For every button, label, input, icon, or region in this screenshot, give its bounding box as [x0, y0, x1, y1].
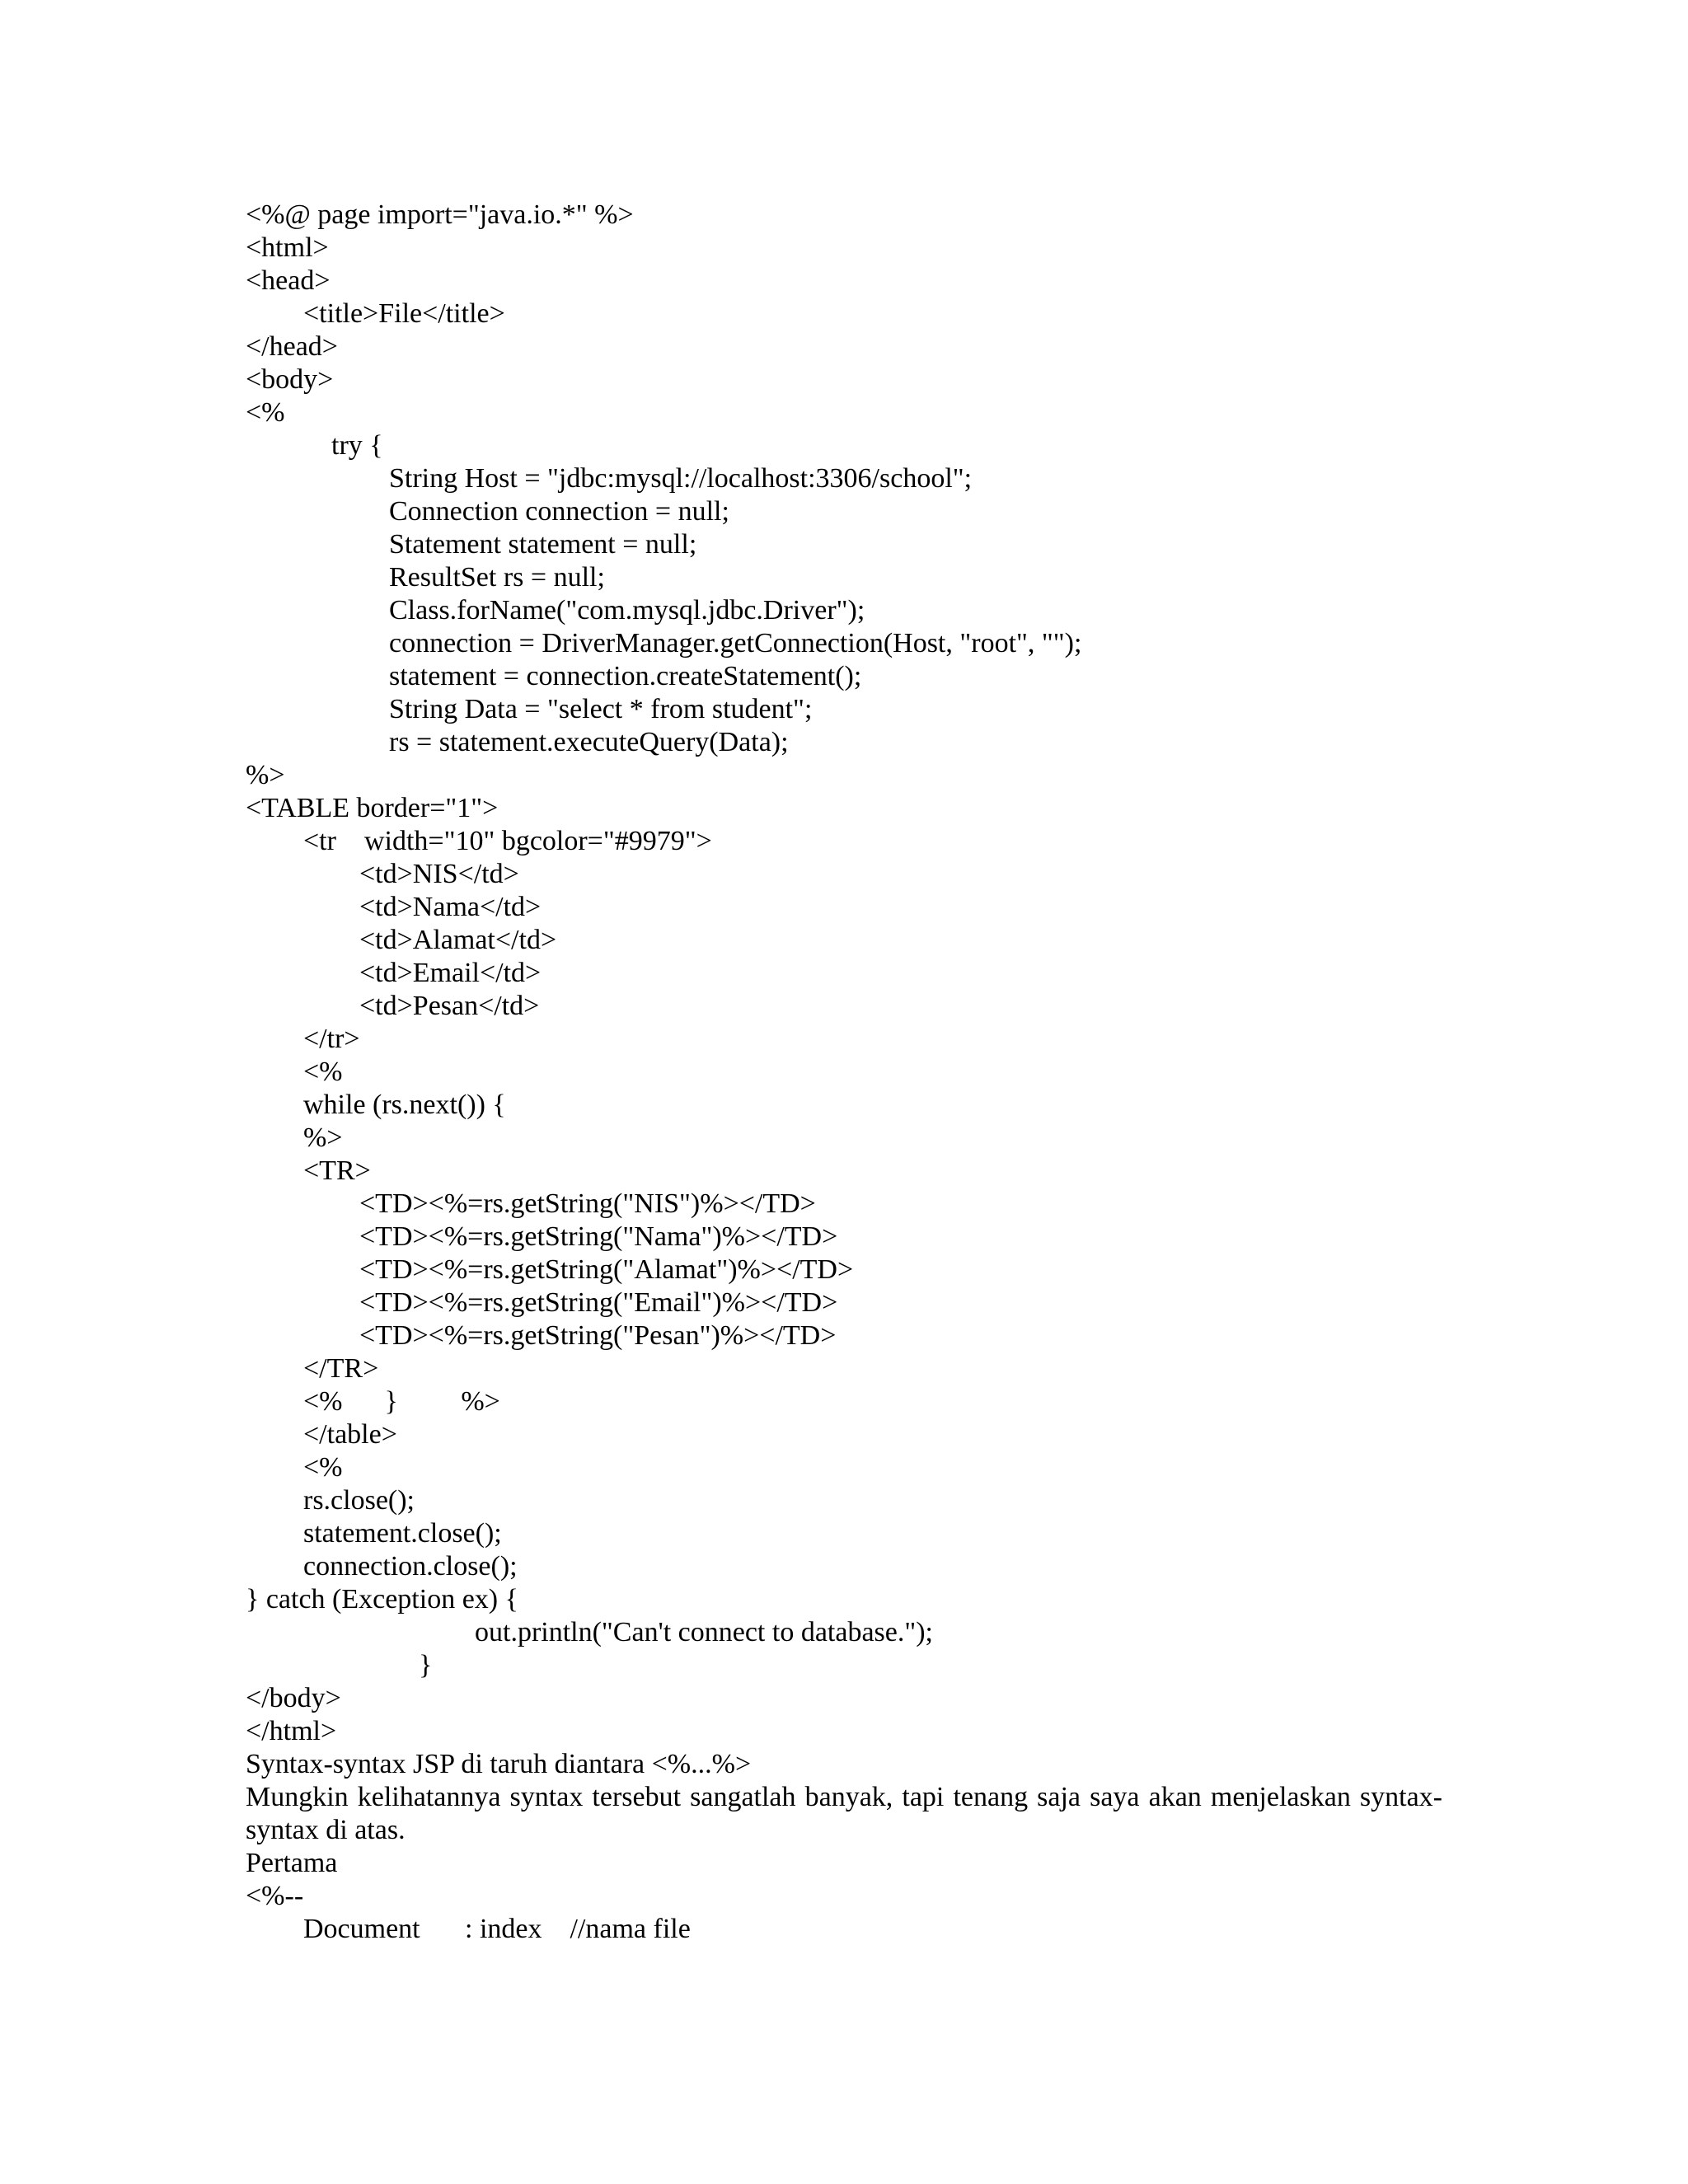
code-line: <body> [246, 364, 334, 395]
code-line: } catch (Exception ex) { [246, 1584, 518, 1615]
explanation-paragraph: Mungkin kelihatannya syntax tersebut sangatlah banyak, tapi tenang saja saya akan menjelaskan syntax-syntax di atas. [246, 1782, 1442, 1845]
document-value: : index //nama file [465, 1914, 691, 1944]
code-line: String Host = "jdbc:mysql://localhost:3306/school"; [389, 463, 973, 494]
code-line: <head> [246, 265, 331, 296]
code-line: <TD><%=rs.getString("Alamat")%></TD> [359, 1254, 854, 1285]
code-line: <% [303, 1057, 343, 1087]
code-line: connection = DriverManager.getConnection(Host, "root", ""); [389, 628, 1082, 658]
code-line: Connection connection = null; [389, 496, 729, 527]
code-line: <TR> [303, 1155, 371, 1186]
code-line: </body> [246, 1683, 341, 1713]
code-line: <td>Pesan</td> [359, 991, 540, 1021]
code-line: <TABLE border="1"> [246, 793, 499, 823]
code-line: <TD><%=rs.getString("Email")%></TD> [359, 1287, 838, 1318]
code-line: statement.close(); [303, 1518, 502, 1549]
code-line: <td>Alamat</td> [359, 925, 557, 955]
code-line: <% } %> [303, 1386, 500, 1417]
code-line: <TD><%=rs.getString("NIS")%></TD> [359, 1188, 816, 1219]
code-line: <TD><%=rs.getString("Pesan")%></TD> [359, 1320, 837, 1351]
code-line: </TR> [303, 1353, 379, 1384]
code-line: while (rs.next()) { [303, 1090, 506, 1120]
code-line: <TD><%=rs.getString("Nama")%></TD> [359, 1221, 838, 1252]
code-line: connection.close(); [303, 1551, 518, 1582]
code-line: try { [331, 430, 383, 461]
code-line: <title>File</title> [303, 298, 505, 329]
page-content [246, 199, 1442, 1946]
code-line: ResultSet rs = null; [389, 562, 605, 593]
code-line: </tr> [303, 1024, 360, 1054]
code-line: %> [303, 1122, 343, 1153]
comment-open: <%-- [246, 1881, 304, 1911]
code-line: <tr width="10" bgcolor="#9979"> [303, 826, 712, 856]
code-line: <html> [246, 232, 329, 263]
syntax-note: Syntax-syntax JSP di taruh diantara <%...%> [246, 1749, 752, 1779]
code-line: Class.forName("com.mysql.jdbc.Driver"); [389, 595, 865, 626]
code-line: <%@ page import="java.io.*" %> [246, 199, 634, 230]
code-line: </html> [246, 1716, 337, 1746]
code-line: rs = statement.executeQuery(Data); [389, 727, 789, 757]
code-line: <% [303, 1452, 343, 1483]
code-line: <% [246, 397, 285, 428]
code-line: %> [246, 760, 285, 790]
code-line: <td>Nama</td> [359, 892, 542, 922]
document-comment-line [246, 1913, 1442, 1946]
code-line: Statement statement = null; [389, 529, 697, 560]
code-line: <td>NIS</td> [359, 859, 519, 889]
code-line: </table> [303, 1419, 397, 1450]
code-line: <td>Email</td> [359, 958, 542, 988]
section-label: Pertama [246, 1848, 338, 1878]
code-line: </head> [246, 331, 338, 362]
code-line: String Data = "select * from student"; [389, 694, 813, 724]
code-line: rs.close(); [303, 1485, 415, 1516]
code-line: statement = connection.createStatement(); [389, 661, 862, 691]
code-line: } [419, 1650, 433, 1680]
document-key: Document [303, 1914, 420, 1944]
code-line: out.println("Can't connect to database."); [475, 1617, 934, 1647]
